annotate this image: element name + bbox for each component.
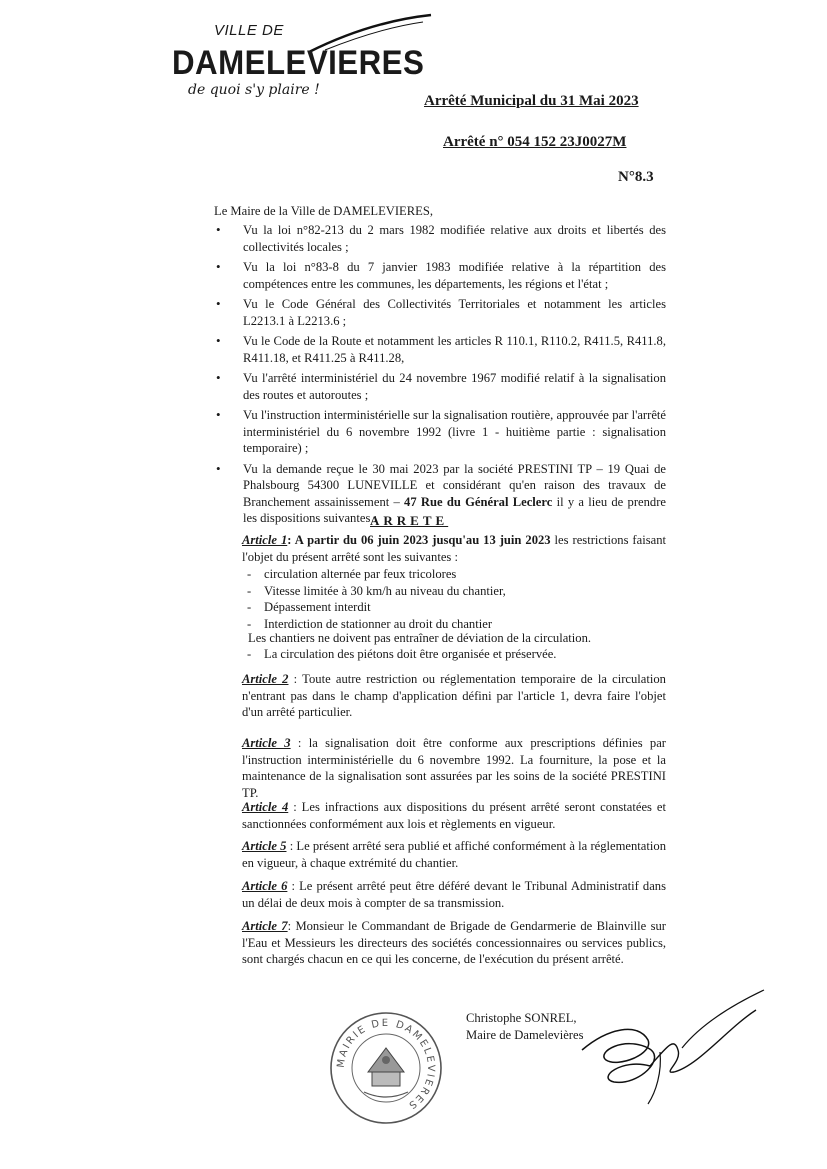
article-4-text: : Les infractions aux dispositions du présent arrêté seront constatées et sanctionnées conformément aux lois et règlements en vigueur. bbox=[242, 800, 666, 831]
article-5-label: Article 5 bbox=[242, 839, 287, 853]
restriction-item: - Interdiction de stationner au droit du chantier bbox=[245, 616, 506, 633]
article-1-text: les restrictions faisant l'objet du présent arrêté sont les suivantes : bbox=[242, 533, 666, 564]
article-4-label: Article 4 bbox=[242, 800, 289, 814]
article-6-label: Article 6 bbox=[242, 879, 288, 893]
article-6 bbox=[242, 878, 666, 911]
logo-town-name: DAMELEVIERES bbox=[172, 44, 425, 82]
article-3-label: Article 3 bbox=[242, 736, 291, 750]
article-4 bbox=[242, 799, 666, 832]
restriction-item: - Dépassement interdit bbox=[245, 599, 506, 616]
signatory-name: Christophe SONREL, bbox=[466, 1011, 577, 1025]
logo-tagline: de quoi s'y plaire ! bbox=[188, 82, 320, 98]
article-5-text: : Le présent arrêté sera publié et affiché conformément à la réglementation en vigueur, à chaque extrémité du chantier. bbox=[242, 839, 666, 870]
restriction-item: - circulation alternée par feux tricolores bbox=[245, 566, 506, 583]
intro-text: Le Maire de la Ville de DAMELEVIERES, bbox=[214, 204, 433, 218]
article-1-note: Les chantiers ne doivent pas entraîner de déviation de la circulation. bbox=[248, 631, 592, 645]
restriction-item: - Vitesse limitée à 30 km/h au niveau du chantier, bbox=[245, 583, 506, 600]
request-text-2: il y a lieu de prendre les dispositions suivantes : bbox=[243, 494, 666, 525]
restrictions-list bbox=[245, 566, 506, 632]
official-seal-icon bbox=[328, 1010, 444, 1126]
arrete-reference: N°8.3 bbox=[618, 169, 654, 185]
pedestrian-list bbox=[245, 646, 556, 663]
arrete-number: Arrêté n° 054 152 23J0027M bbox=[443, 134, 627, 150]
article-7 bbox=[242, 918, 666, 968]
logo-ville-de: VILLE DE bbox=[214, 22, 284, 39]
consideration-item: • Vu la loi n°82-213 du 2 mars 1982 modifiée relative aux droits et libertés des collectivités locales ; bbox=[214, 222, 666, 255]
signature-icon bbox=[578, 988, 768, 1108]
request-address: 47 Rue du Général Leclerc bbox=[404, 494, 553, 509]
article-1 bbox=[242, 532, 666, 565]
request-text-1: Vu la demande reçue le 30 mai 2023 par la société PRESTINI TP – 19 Quai de Phalsbourg 54300 LUNEVILLE et considérant qu'en raison des travaux de Branchement assainissement – bbox=[243, 461, 666, 509]
article-7-text: : Monsieur le Commandant de Brigade de Gendarmerie de Blainville sur l'Eau et Messieurs les directeurs des sociétés concessionnaires ou services publics, sont chargés chacun en ce qui les concerne, de l'exécution du présent arrêté. bbox=[242, 919, 666, 966]
consideration-item: • Vu la loi n°83-8 du 7 janvier 1983 modifiée relative à la répartition des compétences entre les communes, les départements, les régions et l'état ; bbox=[214, 259, 666, 292]
article-1-dates: : A partir du 06 juin 2023 jusqu'au 13 juin 2023 bbox=[287, 533, 551, 547]
consideration-item: • Vu le Code Général des Collectivités Territoriales et notamment les articles L2213.1 à L2213.6 ; bbox=[214, 296, 666, 329]
consideration-item: • Vu le Code de la Route et notamment les articles R 110.1, R110.2, R411.5, R411.8, R411.18, et R411.25 à R411.28, bbox=[214, 333, 666, 366]
seal-text: MAIRIE DE DAMELEVIERES bbox=[335, 1017, 437, 1112]
consideration-item: • Vu l'instruction interministérielle sur la signalisation routière, approuvée par l'arrêté interministériel du 6 novembre 1992 (livre 1 - huitième partie : signalisation temporaire) ; bbox=[214, 407, 666, 457]
article-1-label: Article 1 bbox=[242, 533, 288, 547]
article-2 bbox=[242, 671, 666, 721]
article-6-text: : Le présent arrêté peut être déféré devant le Tribunal Administratif dans un délai de deux mois à compter de sa transmission. bbox=[242, 879, 666, 910]
article-7-label: Article 7 bbox=[242, 919, 288, 933]
article-2-label: Article 2 bbox=[242, 672, 289, 686]
consideration-item: • Vu l'arrêté interministériel du 24 novembre 1967 modifié relatif à la signalisation des routes et autoroutes ; bbox=[214, 370, 666, 403]
article-3-text: : la signalisation doit être conforme aux prescriptions définies par l'instruction interministérielle du 6 novembre 1992. La fourniture, la pose et la maintenance de la signalisation sont assurées par les soins de la société PRESTINI TP. bbox=[242, 736, 666, 800]
article-3 bbox=[242, 735, 666, 801]
pedestrian-item: - La circulation des piétons doit être organisée et préservée. bbox=[245, 646, 556, 663]
considerations-list bbox=[214, 222, 666, 531]
article-5 bbox=[242, 838, 666, 871]
arrete-heading: ARRETE bbox=[370, 513, 449, 528]
article-2-text: : Toute autre restriction ou réglementation temporaire de la circulation n'entrant pas dans le champ d'application défini par l'article 1, devra faire l'objet d'un arrêté particulier. bbox=[242, 672, 666, 719]
document-title: Arrêté Municipal du 31 Mai 2023 bbox=[424, 93, 639, 109]
signatory-title: Maire de Damelevières bbox=[466, 1028, 584, 1042]
